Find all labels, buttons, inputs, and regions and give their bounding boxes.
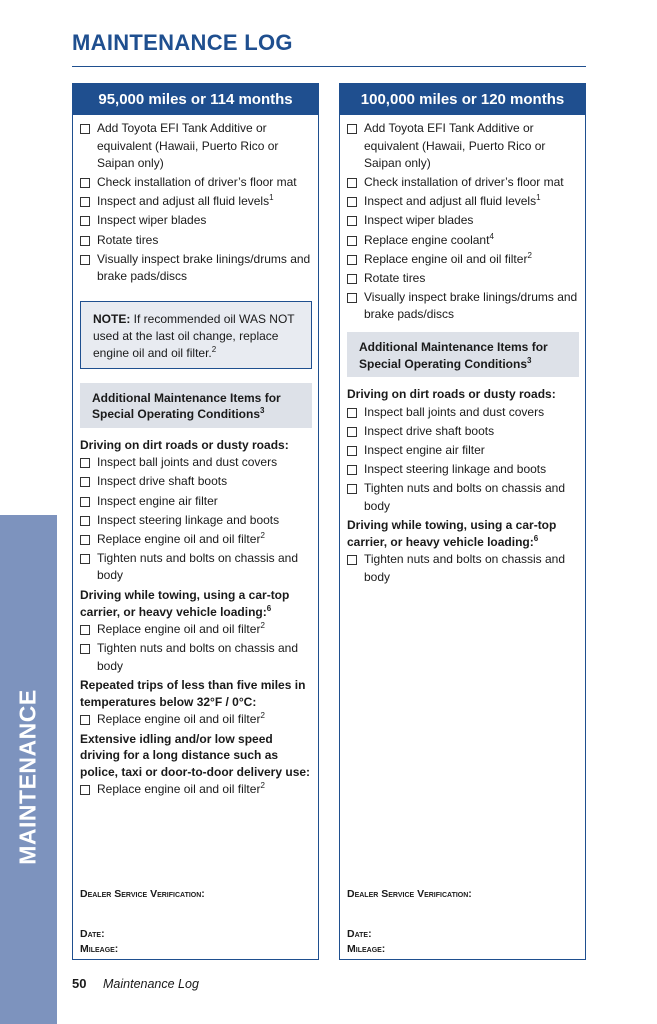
note-footnote-ref: 2	[211, 344, 217, 354]
checkbox[interactable]	[80, 785, 90, 795]
item-label: Inspect wiper blades	[97, 213, 207, 228]
condition-heading	[80, 587, 312, 620]
checklist-item	[347, 270, 579, 288]
checkbox[interactable]	[347, 408, 357, 418]
right-column	[339, 83, 586, 960]
checklist-item-text	[97, 193, 312, 211]
condition-heading-text: Driving on dirt roads or dusty roads:	[347, 387, 556, 402]
checklist-item-text	[97, 212, 312, 230]
checklist-item-text	[364, 289, 579, 324]
page-number: 50	[72, 976, 87, 991]
condition-heading	[80, 437, 312, 454]
checkbox[interactable]	[347, 236, 357, 246]
checkbox[interactable]	[80, 216, 90, 226]
item-label: Inspect engine air filter	[364, 442, 485, 457]
checklist-item	[80, 512, 312, 530]
condition-heading-text: Repeated trips of less than five miles in temperatures below 32°F / 0°C:	[80, 678, 306, 709]
checklist-item	[347, 289, 579, 324]
checklist-item-text	[97, 493, 312, 511]
special-conditions-header	[80, 383, 312, 428]
right-column-header: 100,000 miles or 120 months	[340, 84, 585, 115]
checklist-item-text	[97, 550, 312, 585]
item-label: Check installation of driver’s floor mat	[364, 175, 564, 190]
checkbox[interactable]	[80, 178, 90, 188]
special-conditions-header	[347, 332, 579, 377]
footnote-ref: 1	[536, 193, 541, 203]
checkbox[interactable]	[80, 516, 90, 526]
dealer-verification-label: Dealer Service Verification:	[80, 888, 205, 900]
right-conditions	[347, 386, 579, 586]
mileage-label: Mileage:	[80, 943, 119, 955]
checklist-item-text	[97, 512, 312, 530]
item-label: Check installation of driver’s floor mat	[97, 175, 297, 190]
left-conditions	[80, 437, 312, 799]
checklist-item-text	[97, 473, 312, 491]
item-label: Replace engine oil and oil filter	[97, 531, 261, 546]
checklist-item	[80, 251, 312, 286]
checklist-item	[80, 781, 312, 799]
checkbox[interactable]	[80, 197, 90, 207]
checkbox[interactable]	[80, 625, 90, 635]
checklist-item	[80, 621, 312, 639]
checklist-item-text	[364, 120, 579, 173]
item-label: Replace engine oil and oil filter	[364, 251, 528, 266]
item-label: Inspect drive shaft boots	[97, 474, 228, 489]
item-label: Add Toyota EFI Tank Additive or equivalent (Hawaii, Puerto Rico or Saipan only)	[97, 121, 279, 171]
item-label: Inspect steering linkage and boots	[364, 461, 547, 476]
checklist-item	[347, 480, 579, 515]
note-text: If recommended oil WAS NOT used at the last oil change, replace engine oil and oil filter.	[93, 311, 295, 360]
checklist-item	[347, 461, 579, 479]
checkbox[interactable]	[347, 293, 357, 303]
checklist-item	[80, 531, 312, 549]
condition-heading	[80, 731, 312, 781]
side-tab-label: MAINTENANCE	[14, 689, 41, 865]
checklist-item	[80, 232, 312, 250]
checklist-item-text	[97, 454, 312, 472]
condition-heading-text: Driving on dirt roads or dusty roads:	[80, 437, 289, 452]
item-label: Add Toyota EFI Tank Additive or equivalent (Hawaii, Puerto Rico or Saipan only)	[364, 121, 546, 171]
note-label: NOTE:	[93, 311, 131, 326]
checklist-item	[80, 640, 312, 675]
checklist-item	[347, 551, 579, 586]
checkbox[interactable]	[347, 484, 357, 494]
checkbox[interactable]	[80, 255, 90, 265]
item-label: Inspect drive shaft boots	[364, 423, 495, 438]
right-column-body	[340, 115, 585, 586]
date-label: Date:	[347, 928, 372, 940]
item-label: Inspect engine air filter	[97, 493, 218, 508]
footnote-ref: 6	[533, 533, 539, 543]
item-label: Replace engine coolant	[364, 232, 490, 247]
left-column-body	[73, 115, 318, 799]
checklist-item	[80, 711, 312, 729]
item-label: Rotate tires	[364, 270, 426, 285]
title-rule	[72, 66, 586, 67]
special-conditions-title: Additional Maintenance Items for Special Operating Conditions	[92, 390, 281, 422]
checklist-item	[347, 423, 579, 441]
condition-heading-text: Extensive idling and/or low speed driving for a long distance such as police, taxi or door-to-door delivery use:	[80, 731, 311, 779]
condition-heading	[347, 386, 579, 403]
footnote-ref: 4	[489, 231, 494, 241]
item-label: Rotate tires	[97, 232, 159, 247]
checkbox[interactable]	[347, 555, 357, 565]
item-label: Inspect and adjust all fluid levels	[97, 194, 270, 209]
checkbox[interactable]	[80, 497, 90, 507]
item-label: Inspect wiper blades	[364, 213, 474, 228]
checkbox[interactable]	[80, 554, 90, 564]
footnote-ref: 2	[260, 711, 265, 721]
checklist-item-text	[364, 404, 579, 422]
checklist-item-text	[97, 174, 312, 192]
date-label: Date:	[80, 928, 105, 940]
footnote-ref: 2	[260, 530, 265, 540]
checkbox[interactable]	[80, 458, 90, 468]
checklist-item-text	[97, 120, 312, 173]
checklist-item	[80, 550, 312, 585]
checklist-item-text	[97, 531, 312, 549]
checkbox[interactable]	[347, 197, 357, 207]
checklist-item-text	[97, 251, 312, 286]
checklist-item	[80, 473, 312, 491]
checkbox[interactable]	[347, 446, 357, 456]
checklist-item	[347, 232, 579, 250]
item-label: Visually inspect brake linings/drums and brake pads/discs	[364, 289, 578, 322]
footnote-ref: 2	[527, 250, 532, 260]
special-conditions-footnote-ref: 3	[527, 355, 532, 365]
footnote-ref: 2	[260, 781, 265, 791]
left-checklist	[80, 120, 312, 286]
condition-heading-text: Driving while towing, using a car-top carrier, or heavy vehicle loading:	[80, 588, 290, 619]
checklist-item	[80, 454, 312, 472]
checklist-item	[347, 251, 579, 269]
special-conditions-title: Additional Maintenance Items for Special Operating Conditions	[359, 340, 548, 371]
checklist-item-text	[364, 423, 579, 441]
checklist-item	[80, 193, 312, 211]
page-title: MAINTENANCE LOG	[72, 30, 293, 55]
item-label: Inspect ball joints and dust covers	[364, 404, 545, 419]
checklist-item	[347, 404, 579, 422]
checkbox[interactable]	[347, 274, 357, 284]
checklist-item-text	[364, 480, 579, 515]
footnote-ref: 2	[260, 621, 265, 630]
checkbox[interactable]	[347, 427, 357, 437]
checklist-item	[80, 493, 312, 511]
checklist-item-text	[364, 270, 579, 288]
checklist-item-text	[97, 711, 312, 729]
checklist-item	[347, 442, 579, 460]
checklist-item-text	[97, 232, 312, 250]
left-column	[72, 83, 319, 960]
checklist-item-text	[97, 640, 312, 675]
checklist-item-text	[364, 551, 579, 586]
checklist-item	[80, 174, 312, 192]
item-label: Inspect steering linkage and boots	[97, 512, 280, 527]
item-label: Replace engine oil and oil filter	[97, 712, 261, 727]
checklist-item-text	[364, 442, 579, 460]
checkbox[interactable]	[347, 255, 357, 265]
item-label: Replace engine oil and oil filter	[97, 622, 261, 636]
item-label: Visually inspect brake linings/drums and brake pads/discs	[97, 251, 311, 284]
checkbox[interactable]	[347, 465, 357, 475]
item-label: Tighten nuts and bolts on chassis and body	[364, 552, 566, 584]
checkbox[interactable]	[80, 236, 90, 246]
checklist-item	[80, 120, 312, 173]
checkbox[interactable]	[347, 178, 357, 188]
checklist-item	[347, 212, 579, 230]
section-name: Maintenance Log	[103, 977, 199, 991]
checkbox[interactable]	[80, 644, 90, 654]
dealer-verification-label: Dealer Service Verification:	[347, 888, 472, 900]
mileage-label: Mileage:	[347, 943, 386, 955]
checklist-item	[347, 193, 579, 211]
item-label: Inspect ball joints and dust covers	[97, 455, 278, 470]
checkbox[interactable]	[80, 477, 90, 487]
footnote-ref: 6	[266, 603, 272, 613]
item-label: Tighten nuts and bolts on chassis and body	[97, 641, 299, 673]
condition-heading	[80, 677, 312, 710]
checkbox[interactable]	[347, 216, 357, 226]
checkbox[interactable]	[347, 124, 357, 134]
item-label: Replace engine oil and oil filter	[97, 782, 261, 797]
checklist-item-text	[364, 232, 579, 250]
checklist-item-text	[364, 251, 579, 269]
condition-heading-text: Driving while towing, using a car-top carrier, or heavy vehicle loading:	[347, 518, 557, 549]
left-column-header: 95,000 miles or 114 months	[73, 84, 318, 115]
checkbox[interactable]	[80, 535, 90, 545]
checklist-item-text	[364, 193, 579, 211]
right-checklist	[347, 120, 579, 324]
checklist-item-text	[364, 212, 579, 230]
checklist-item	[347, 120, 579, 173]
item-label: Inspect and adjust all fluid levels	[364, 194, 537, 209]
checklist-item-text	[364, 461, 579, 479]
checklist-item-text	[364, 174, 579, 192]
footnote-ref: 1	[269, 193, 274, 203]
item-label: Tighten nuts and bolts on chassis and body	[97, 550, 299, 583]
checklist-item	[80, 212, 312, 230]
checkbox[interactable]	[80, 124, 90, 134]
note-box	[80, 301, 312, 369]
checklist-item	[347, 174, 579, 192]
checklist-item-text	[97, 781, 312, 799]
condition-heading	[347, 517, 579, 550]
special-conditions-footnote-ref: 3	[260, 406, 265, 416]
checkbox[interactable]	[80, 715, 90, 725]
checklist-item-text	[97, 621, 312, 639]
item-label: Tighten nuts and bolts on chassis and body	[364, 480, 566, 513]
